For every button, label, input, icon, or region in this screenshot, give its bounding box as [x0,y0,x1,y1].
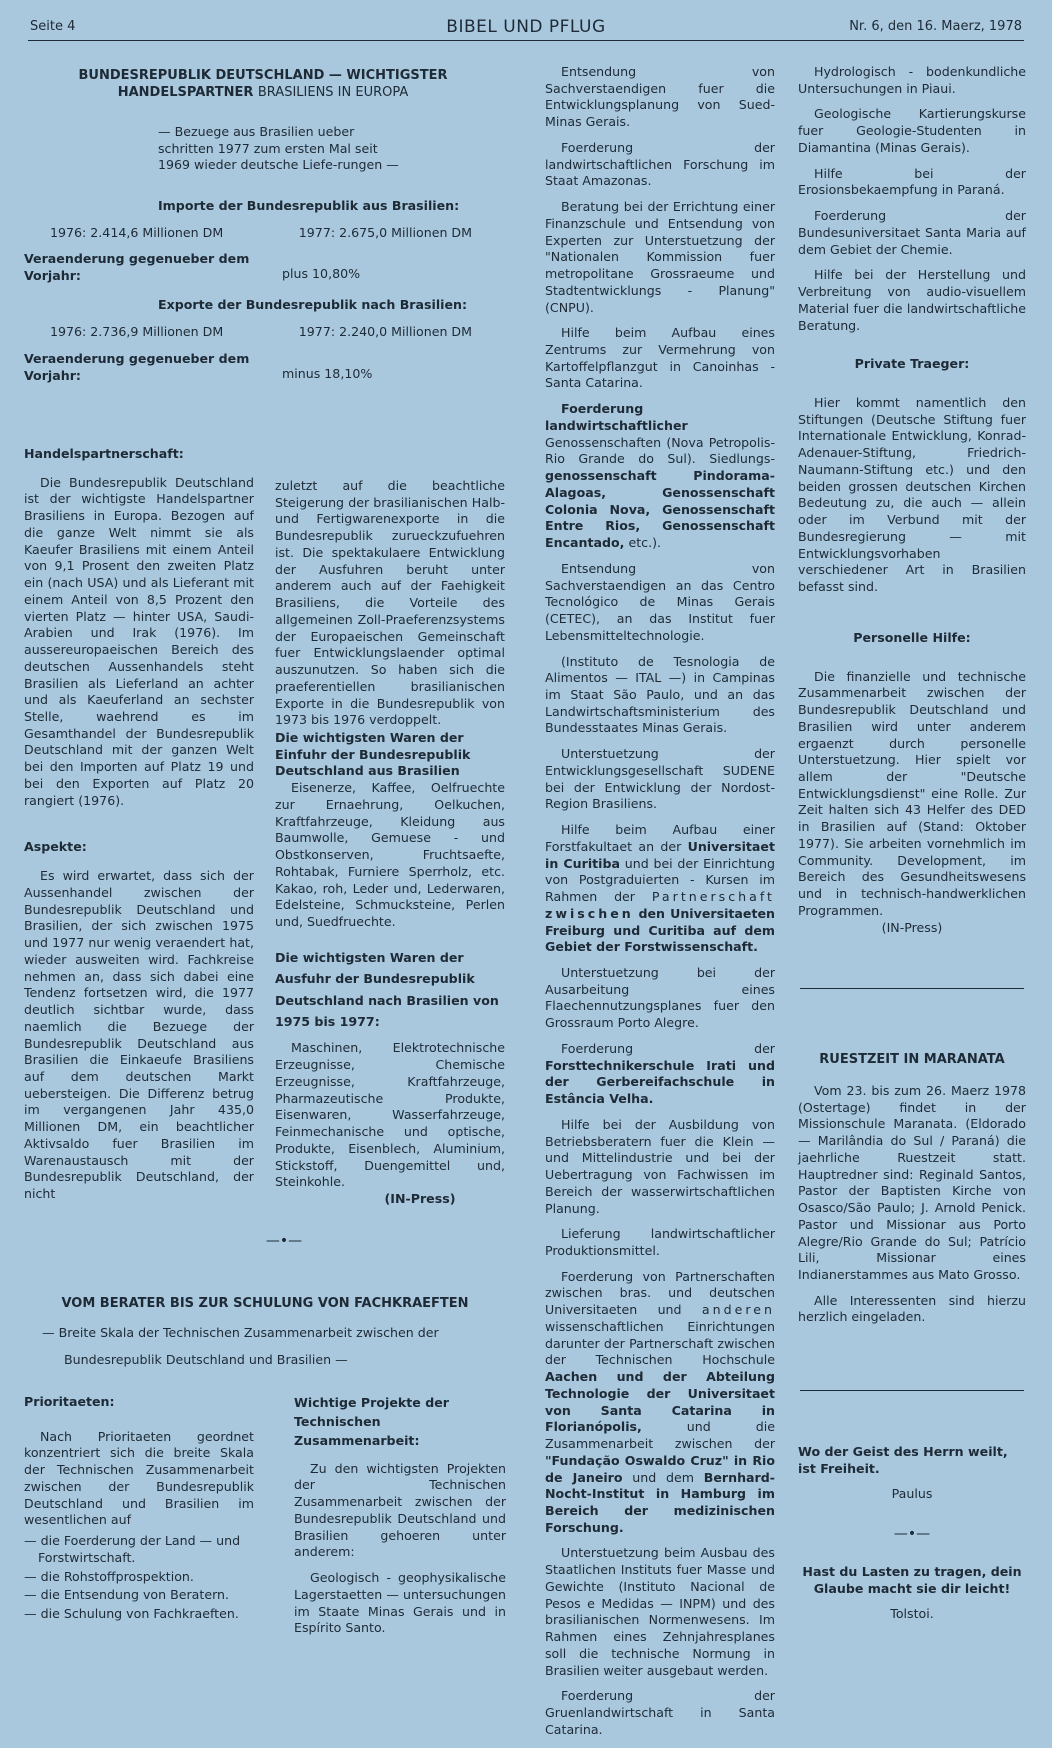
issue-date: Nr. 6, den 16. Maerz, 1978 [849,19,1022,34]
quote-author: Tolstoi. [890,1606,934,1622]
col2-text: zuletzt auf die beachtliche Steigerung der brasilianischen Halb- und Fertigwarenexporte in die Bundesrepublik zurueckzufuehren ist. Die spektakulaere Entwicklung der Ausfuhren beruht unter anderem auch auf der Faehigkeit Brasiliens, die Vorteile des allgemeinen Zoll-Praeferenzsystems der Europaeischen Gemeinschaft fuer Entwicklungslaender optimal auszunutzen. So haben sich die praeferentiellen brasilianischen Exporte in die Bundesrepublik von 1973 bis 1976 verdoppelt. [275,478,505,728]
imports-heading: Importe der Bundesrepublik aus Brasilien: [158,197,460,213]
separator: —•— [265,1233,303,1249]
list-item: — die Entsendung von Beratern. [24,1587,230,1603]
imports-goods-heading: Die wichtigsten Waren der Einfuhr der Bundesrepublik Deutschland aus Brasilien [275,730,471,779]
partner-text: Die Bundesrepublik Deutschland ist der wichtigste Handelspartner Brasiliens in Europa. Bezogen auf die ganze Welt nimmt sie als Kaeufer Brasiliens mit einem Anteil von 9,1 Prosent den zweiten Platz ein (nach USA) und als Lieferant mit einem Anteil von 8,5 Prozent den vierten Platz — hinter USA, Saudi-Arabien und Irak (1976). Im aussereuropaeischen Bereich des deutschen Aussenhandels steht Brasilien als Lieferland an achter und als Kaeuferland an sechster Stelle, waehrend es im Gesamthandel der Bundesrepublik Deutschland mit der ganzen Welt bei den Importen auf Platz 19 und bei den Exporten auf Platz 20 rangiert (1976). [24,474,254,808]
partner-heading: Handelspartnerschaft: [24,446,184,461]
page-number: Seite 4 [30,19,76,34]
exports-goods-text: Maschinen, Elektrotechnische Erzeugnisse, Chemische Erzeugnisse, Kraftfahrzeuge, Pharmazeutische Produkte, Eisenwaren, Wasserfahrzeuge, Feinmechanische und optische, Produkte, Eisenblech, Aluminium, Stickstoff, Duengemittel und, Steinkohle. [275,1040,505,1190]
masthead: BIBEL UND PFLUG [446,17,606,37]
article-trade-lead: — Bezuege aus Brasilien ueber schritten 1977 zum ersten Mal seit 1969 wieder deutsche Liefe-rungen — [158,123,399,173]
article-cooperation-col2 [294,1394,506,1646]
priorities-list [24,1533,254,1623]
list-item: — die Rohstoffprospektion. [24,1568,194,1584]
article-cooperation-subtitle: — Breite Skala der Technischen Zusammenarbeit zwischen der Bundesrepublik Deutschland und Brasilien — [42,1324,439,1367]
ruestzeit-title: RUESTZEIT IN MARANATA [819,1052,1005,1067]
projects-geo: Geologisch - geophysikalische Lagerstaetten — untersuchungen im Staate Minas Gerais und in Espírito Santo. [294,1570,506,1636]
article-trade [24,68,502,385]
imports-1976: 1976: 2.414,6 Millionen DM [50,224,224,240]
exports-heading: Exporte der Bundesrepublik nach Brasilien: [158,297,468,313]
page-header [28,16,1024,41]
column-3: Entsendung von Sachverstaendigen fuer die Entwicklungsplanung von Sued-Minas Gerais. Foerderung der landwirtschaftlichen Forschung im Staat Amazonas. Beratung bei der Errichtung einer Finanzschule und Entsendung von Experten zur Unterstuetzung der "Nationalen Kommission fuer metropolitane Grossraeume und Stadtentwicklungs - Planung" (CNPU). Hilfe beim Aufbau eines Zentrums zur Vermehrung von Kartoffelpflanzgut in Canoinhas - Santa Catarina. Foerderung landwirtschaftlicher Genossenschaften (Nova Petropolis-Rio Grande do Sul). Siedlungs- genossenschaft Pindorama-Alagoas, Genossenschaft Colonia Nova, Genossenschaft Entre Rios, Genossenschaft Encantado, etc.). Entsendung von Sachverstaendigen an das Centro Tecnológico de Minas Gerais (CETEC), an das Institut fuer Lebensmitteltechnologie. (Instituto de Tesnologia de Alimentos — ITAL —) in Campinas im Staat São Paulo, und an das Landwirtschaftsministerium des Bundesstaates Minas Gerais. Unterstuetzung der Entwicklungsgesellschaft SUDENE bei der Entwicklung der Nordost-Region Brasiliens. Hilfe beim Aufbau einer Forstfakultaet an der Universitaet in Curitiba und bei der Einrichtung von Postgraduierten - Kursen im Rahmen der Partnerschaft zwischen den Universitaeten Freiburg und Curitiba auf dem Gebiet der Forstwissenschaft. Unterstuetzung bei der Ausarbeitung eines Flaechennutzungsplanes fuer den Grossraum Porto Alegre. Foerderung der Forsttechnikerschule Irati und der Gerbereifachschule in Estância Velha. Hilfe bei der Ausbildung von Betriebsberatern fuer die Klein — und Mittelindustrie und bei der Uebertragung von Fachwissen im Bereich der wasserwirtschaftlichen Planung. Lieferung landwirtschaftlicher Produktionsmittel. Foerderung von Partnerschaften zwischen bras. und deutschen Universitaeten und anderen wissenschaftlichen Einrichtungen darunter der Partnerschaft zwischen der Technischen Hochschule Aachen und der Abteilung Technologie der Universitaet von Santa Catarina in Florianópolis, und die Zusammenarbeit zwischen der "Fundação Oswaldo Cruz" in Rio de Janeiro und dem Bernhard-Nocht-Institut in Hamburg im Bereich der medizinischen Forschung. Unterstuetzung beim Ausbau des Staatlichen Instituts fuer Masse und Gewichte (Instituto Nacional de Pesos e Medidas — INPM) und des brasilianischen Normenwesens. Im Rahmen eines Zehnjahresplanes soll die technische Normung in Brasilien weiter ausgebaut werden. Foerderung der Gruenlandwirtschaft in Santa Catarina. [545,64,775,1737]
list-item: — die Foerderung der Land — und Forstwirtschaft. [24,1533,241,1565]
article-cooperation [24,1296,506,1368]
column4-source: (IN-Press) [881,919,943,935]
article-trade-title: BUNDESREPUBLIK DEUTSCHLAND — WICHTIGSTER HANDELSPARTNER BRASILIENS IN EUROPA [78,68,448,100]
personal-text: Die finanzielle und technische Zusammenarbeit zwischen der Bundesrepublik Deutschland und Brasilien wird unter anderem ergaenzt durch personelle Unterstuetzung. Hier spielt vor allem der "Deutsche Entwicklungsdienst" eine Rolle. Zur Zeit halten sich 43 Helfer des DED in Brasilien auf (Stand: Oktober 1977). Sie arbeiten vornehmlich im Community. Development, im Bereich des Gesundheitswesens und in technisch-handwerklichen Programmen. [798,668,1026,918]
projects-text: Zu den wichtigsten Projekten der Technischen Zusammenarbeit zwischen der Bundesrepublik Deutschland und Brasilien gehoeren unter anderem: [294,1460,506,1560]
divider [800,988,1024,989]
quote-freedom: Wo der Geist des Herrn weilt, ist Freiheit. [798,1444,1008,1476]
list-item: — die Schulung von Fachkraeften. [24,1606,239,1622]
imports-change-label: Veraenderung gegenueber dem Vorjahr: [24,251,250,284]
aspects-heading: Aspekte: [24,839,87,855]
projects-heading: Wichtige Projekte der Technischen Zusammenarbeit: [294,1395,449,1448]
article-trade-col1 [24,446,254,1212]
personal-heading: Personelle Hilfe: [853,629,971,645]
separator: —•— [893,1526,931,1543]
article-trade-col2 [275,478,505,1208]
exports-change: minus 18,10% [282,365,373,381]
article-trade-source: (IN-Press) [384,1191,456,1207]
private-heading: Private Traeger: [854,356,970,372]
priorities-text: Nach Prioritaeten geordnet konzentriert sich die breite Skala der Technischen Zusammenarbeit zwischen der Bundesrepublik Deutschland und Brasilien im wesentlichen auf [24,1428,254,1528]
exports-change-label: Veraenderung gegenueber dem Vorjahr: [24,350,250,383]
column-4: Hydrologisch - bodenkundliche Untersuchungen in Piaui. Geologische Kartierungskurse fuer Geologie-Studenten in Diamantina (Minas Gerais). Hilfe bei der Erosionsbekaempfung in Paraná. Foerderung der Bundesuniversitaet Santa Maria auf dem Gebiet der Chemie. Hilfe bei der Herstellung und Verbreitung von audio-visuellem Material fuer die landwirtschaftliche Beratung. Private Traeger: Hier kommt namentlich den Stiftungen (Deutsche Stiftung fuer Internationale Entwicklung, Konrad-Adenauer-Stiftung, Friedrich-Naumann-Stiftung etc.) und den beiden grossen deutschen Kirchen Bedeutung zu, die auch — allein oder im Verbund mit der Bundesregierung — mit Entwicklungsvorhaben verschiedener Art in Brasilien befasst sind. Personelle Hilfe: Die finanzielle und technische Zusammenarbeit zwischen der Bundesrepublik Deutschland und Brasilien wird unter anderem ergaenzt durch personelle Unterstuetzung. Hier spielt vor allem der "Deutsche Entwicklungsdienst" eine Rolle. Zur Zeit halten sich 43 Helfer des DED in Brasilien auf (Stand: Oktober 1977). Sie arbeiten vornehmlich im Community. Development, im Bereich des Gesundheitswesens und in technisch-handwerklichen Programmen. (IN-Press) [798,64,1026,935]
exports-goods-heading: Die wichtigsten Waren der Ausfuhr der Bundesrepublik Deutschland nach Brasilien von 1975 bis 1977: [275,949,499,1030]
article-cooperation-title: VOM BERATER BIS ZUR SCHULUNG VON FACHKRAEFTEN [61,1296,469,1311]
quote-burden: Hast du Lasten zu tragen, dein Glaube macht sie dir leicht! [802,1563,1022,1596]
quote-author: Paulus [891,1486,933,1502]
ruestzeit-invite: Alle Interessenten sind hierzu herzlich eingeladen. [798,1292,1026,1325]
exports-1977: 1977: 2.240,0 Millionen DM [298,324,472,340]
divider [800,1390,1024,1391]
aspects-text: Es wird erwartet, dass sich der Aussenhandel zwischen der Bundesrepublik Deutschland und Brasilien, der sich zwischen 1975 und 1977 nur wenig veraendert hat, wieder ausweiten wird. Fachkreise nehmen an, dass sich dabei eine Tendenz fortsetzen wird, die 1977 deutlich sichtbar wurde, dass naemlich die Bezuege der Bundesrepublik Deutschland aus Brasilien die Einkaeufe Brasiliens auf dem deutschen Markt uebersteigen. Die Differenz betrug im vergangenen Jahr 435,0 Millionen DM, ein beachtlicher Aktivsaldo fuer Brasilien im Warenaustausch mit der Bundesrepublik Deutschland, der nicht [24,868,254,1202]
imports-1977: 1977: 2.675,0 Millionen DM [298,224,472,240]
exports-1976: 1976: 2.736,9 Millionen DM [50,324,224,340]
ruestzeit-article [798,1052,1026,1335]
ruestzeit-text: Vom 23. bis zum 26. Maerz 1978 (Ostertage) findet in der Missionschule Maranata. (Eldorado — Marilândia do Sul / Paraná) die jaehrliche Ruestzeit statt. Hauptredner sind: Reginald Santos, Pastor der Baptisten Kirche von Osasco/São Paulo; J. Arnold Penick. Pastor und Missionar aus Porto Alegre/Rio Grande do Sul; Patrício Lili, Missionar eines Indianerstammes aus Mato Grosso. [798,1082,1026,1282]
article-cooperation-col1 [24,1394,254,1625]
imports-goods-text: Eisenerze, Kaffee, Oelfruechte zur Ernaehrung, Oelkuchen, Kraftfahrzeuge, Kleidung aus Baumwolle, Gemuese - und Obstkonserven, Fruchtsaefte, Rohtabak, Furniere Sperrholz, etc. Kakao, roh, Leder und, Lederwaren, Edelsteine, Schmucksteine, Perlen und, Suedfruechte. [275,780,505,930]
quotes [798,1444,1026,1623]
private-text: Hier kommt namentlich den Stiftungen (Deutsche Stiftung fuer Internationale Entwicklung, Konrad-Adenauer-Stiftung, Friedrich-Naumann-Stiftung etc.) und den beiden grossen deutschen Kirchen Bedeutung zu, die auch — allein oder im Verbund mit der Bundesregierung — mit Entwicklungsvorhaben verschiedener Art in Brasilien befasst sind. [798,395,1026,595]
priorities-heading: Prioritaeten: [24,1394,115,1409]
imports-change: plus 10,80% [282,266,361,282]
